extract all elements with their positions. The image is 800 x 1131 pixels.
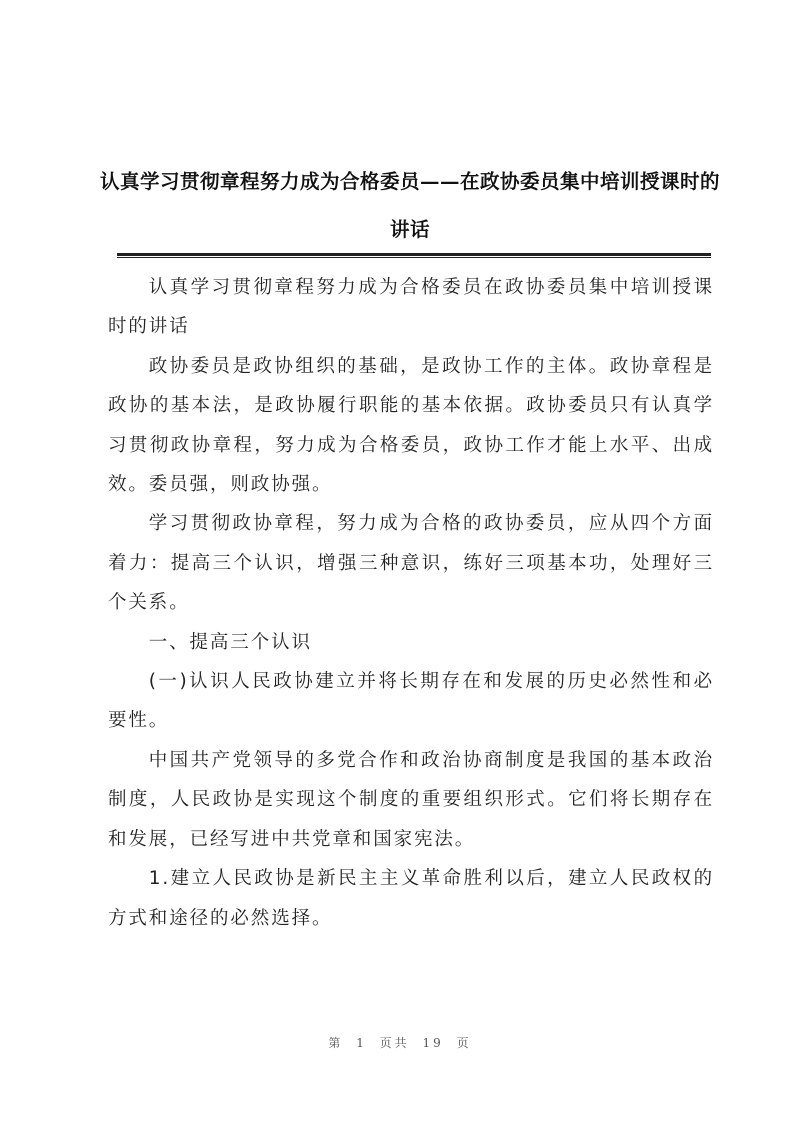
- page-footer: [0, 1034, 800, 1051]
- section-heading: 一、提高三个认识: [148, 631, 312, 653]
- paragraph: 政协委员是政协组织的基础，是政协工作的主体。政协章程是政协的基本法，是政协履行职能的基本依据。政协委员只有认真学习贯彻政协章程，努力成为合格委员，政协工作才能上水平、出成效。委员强，则政协强。: [108, 355, 714, 496]
- current-page-number: 1: [356, 1036, 367, 1050]
- subsection-heading: (一)认识人民政协建立并将长期存在和发展的历史必然性和必要性。: [108, 671, 714, 732]
- page-label-middle: 页共: [379, 1036, 410, 1050]
- paragraph: 中国共产党领导的多党合作和政治协商制度是我国的基本政治制度，人民政协是实现这个制度的重要组织形式。它们将长期存在和发展，已经写进中共党章和国家宪法。: [108, 749, 714, 850]
- title-divider: [117, 253, 711, 258]
- page-label-suffix: 页: [456, 1036, 472, 1050]
- document-title: 认真学习贯彻章程努力成为合格委员——在政协委员集中培训授课时的讲话: [100, 170, 721, 241]
- paragraph: 1.建立人民政协是新民主主义革命胜利以后，建立人民政权的方式和途径的必然选择。: [108, 868, 714, 929]
- total-pages-number: 19: [422, 1036, 444, 1050]
- document-body: [108, 268, 714, 938]
- page-label-prefix: 第: [328, 1036, 344, 1050]
- paragraph: 认真学习贯彻章程努力成为合格委员在政协委员集中培训授课时的讲话: [108, 277, 714, 338]
- paragraph: 学习贯彻政协章程，努力成为合格的政协委员，应从四个方面着力：提高三个认识，增强三种意识，练好三项基本功，处理好三个关系。: [108, 513, 714, 614]
